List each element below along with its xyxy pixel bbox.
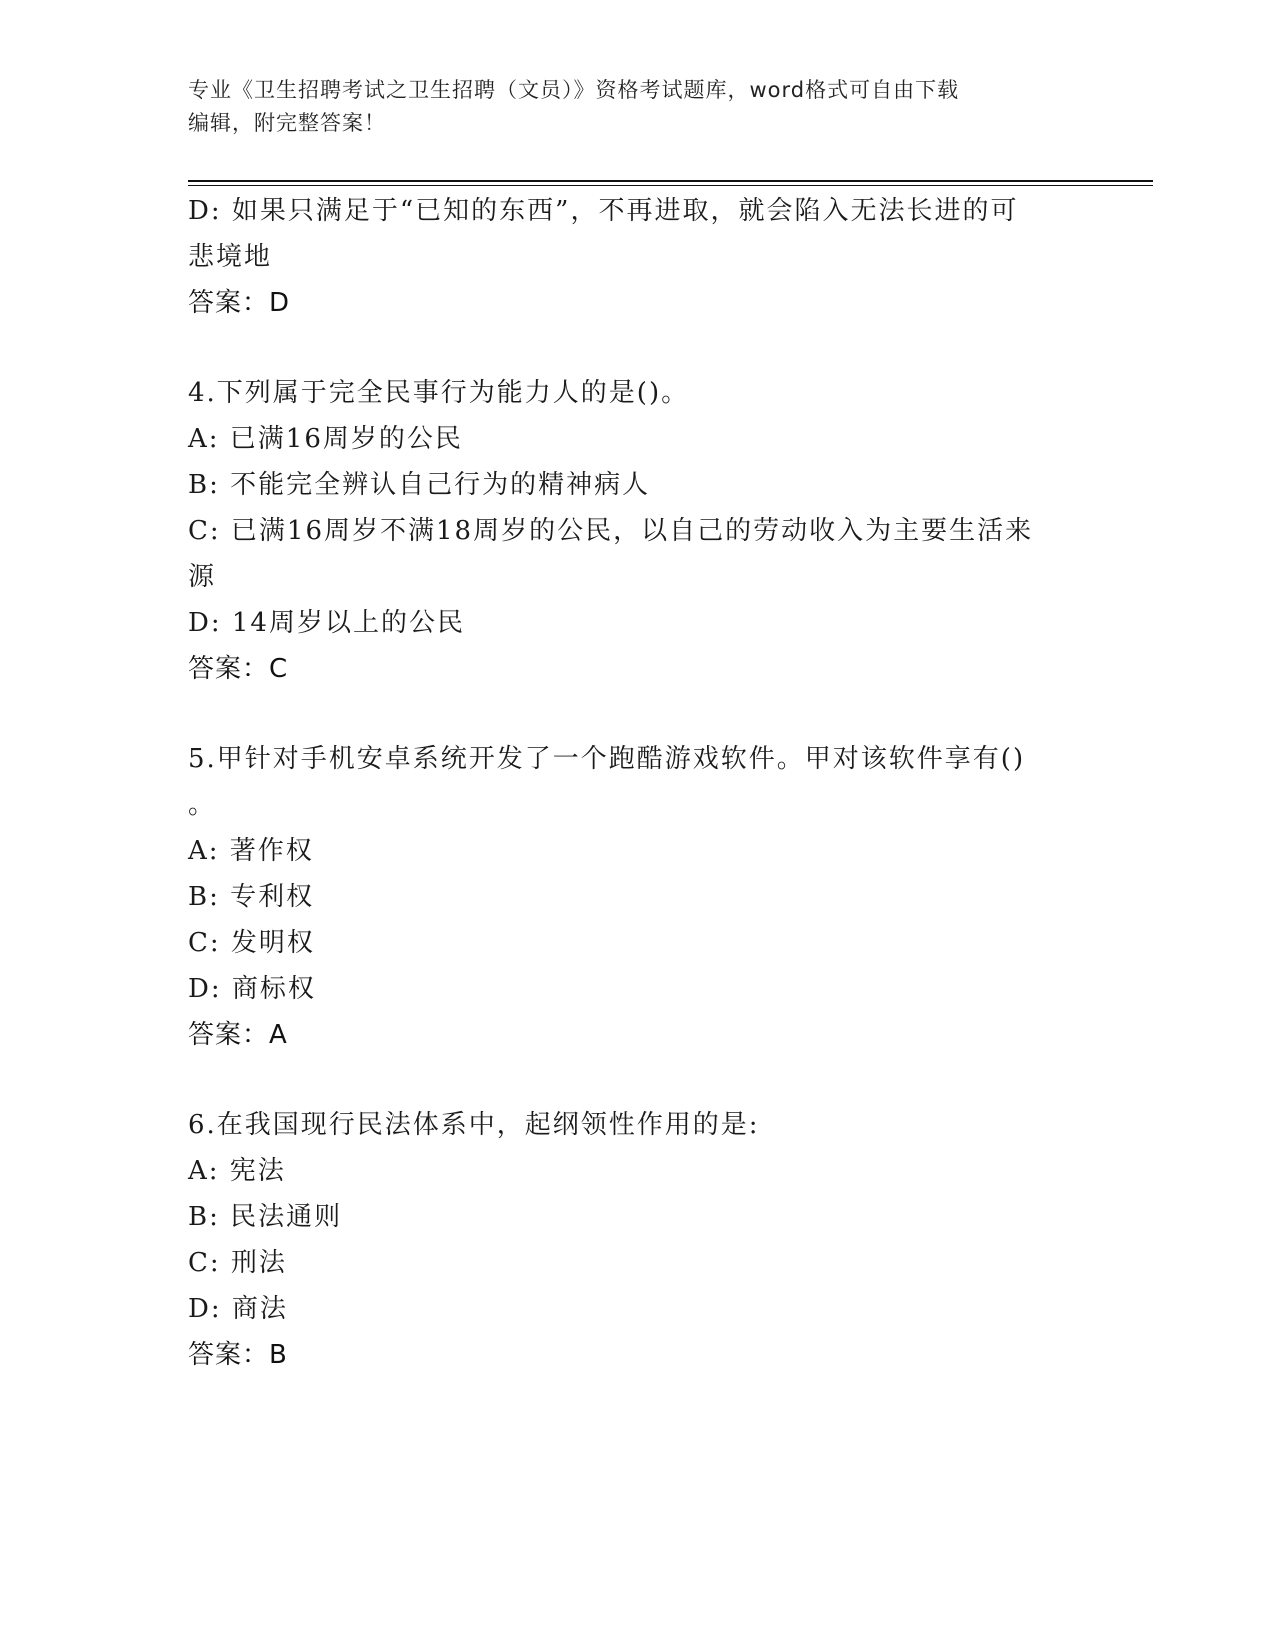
- question-stem-line-2: 。: [188, 790, 217, 820]
- option-a: A: 已满16周岁的公民: [188, 424, 463, 454]
- spacer: [188, 1058, 1088, 1102]
- header-divider: [188, 180, 1153, 186]
- spacer: [188, 692, 1088, 736]
- option-d: D: 14周岁以上的公民: [188, 608, 465, 638]
- header-title-line-2: 编辑，附完整答案！: [188, 111, 386, 135]
- option-a: A: 著作权: [188, 836, 314, 866]
- option-c: C: 发明权: [188, 928, 315, 958]
- question-content: [188, 188, 1088, 1378]
- option-d: D: 商法: [188, 1294, 288, 1324]
- question-4: [188, 370, 1088, 692]
- question-stem-line-1: 5.甲针对手机安卓系统开发了一个跑酷游戏软件。甲对该软件享有(): [188, 744, 1026, 774]
- answer-label: 答案：C: [188, 654, 289, 684]
- option-c-line-1: C: 已满16周岁不满18周岁的公民，以自己的劳动收入为主要生活来: [188, 516, 1034, 546]
- question-stem: 6.在我国现行民法体系中，起纲领性作用的是:: [188, 1110, 760, 1140]
- option-d-line-1: D: 如果只满足于“已知的东西”，不再进取，就会陷入无法长进的可: [188, 196, 1019, 226]
- option-c-line-2: 源: [188, 562, 217, 592]
- question-6: [188, 1102, 1088, 1378]
- option-b: B: 民法通则: [188, 1202, 343, 1232]
- question-5: [188, 736, 1088, 1058]
- question-3-tail: [188, 188, 1088, 326]
- option-c: C: 刑法: [188, 1248, 287, 1278]
- document-header: [188, 74, 1088, 140]
- option-b: B: 不能完全辨认自己行为的精神病人: [188, 470, 651, 500]
- option-d-line-2: 悲境地: [188, 242, 273, 272]
- option-d: D: 商标权: [188, 974, 316, 1004]
- option-b: B: 专利权: [188, 882, 315, 912]
- answer-label: 答案：B: [188, 1340, 288, 1370]
- option-a: A: 宪法: [188, 1156, 286, 1186]
- answer-label: 答案：A: [188, 1020, 288, 1050]
- question-stem: 4.下列属于完全民事行为能力人的是()。: [188, 378, 690, 408]
- spacer: [188, 326, 1088, 370]
- answer-label: 答案：D: [188, 288, 291, 318]
- header-title-line-1: 专业《卫生招聘考试之卫生招聘（文员）》资格考试题库，word格式可自由下载: [188, 78, 960, 102]
